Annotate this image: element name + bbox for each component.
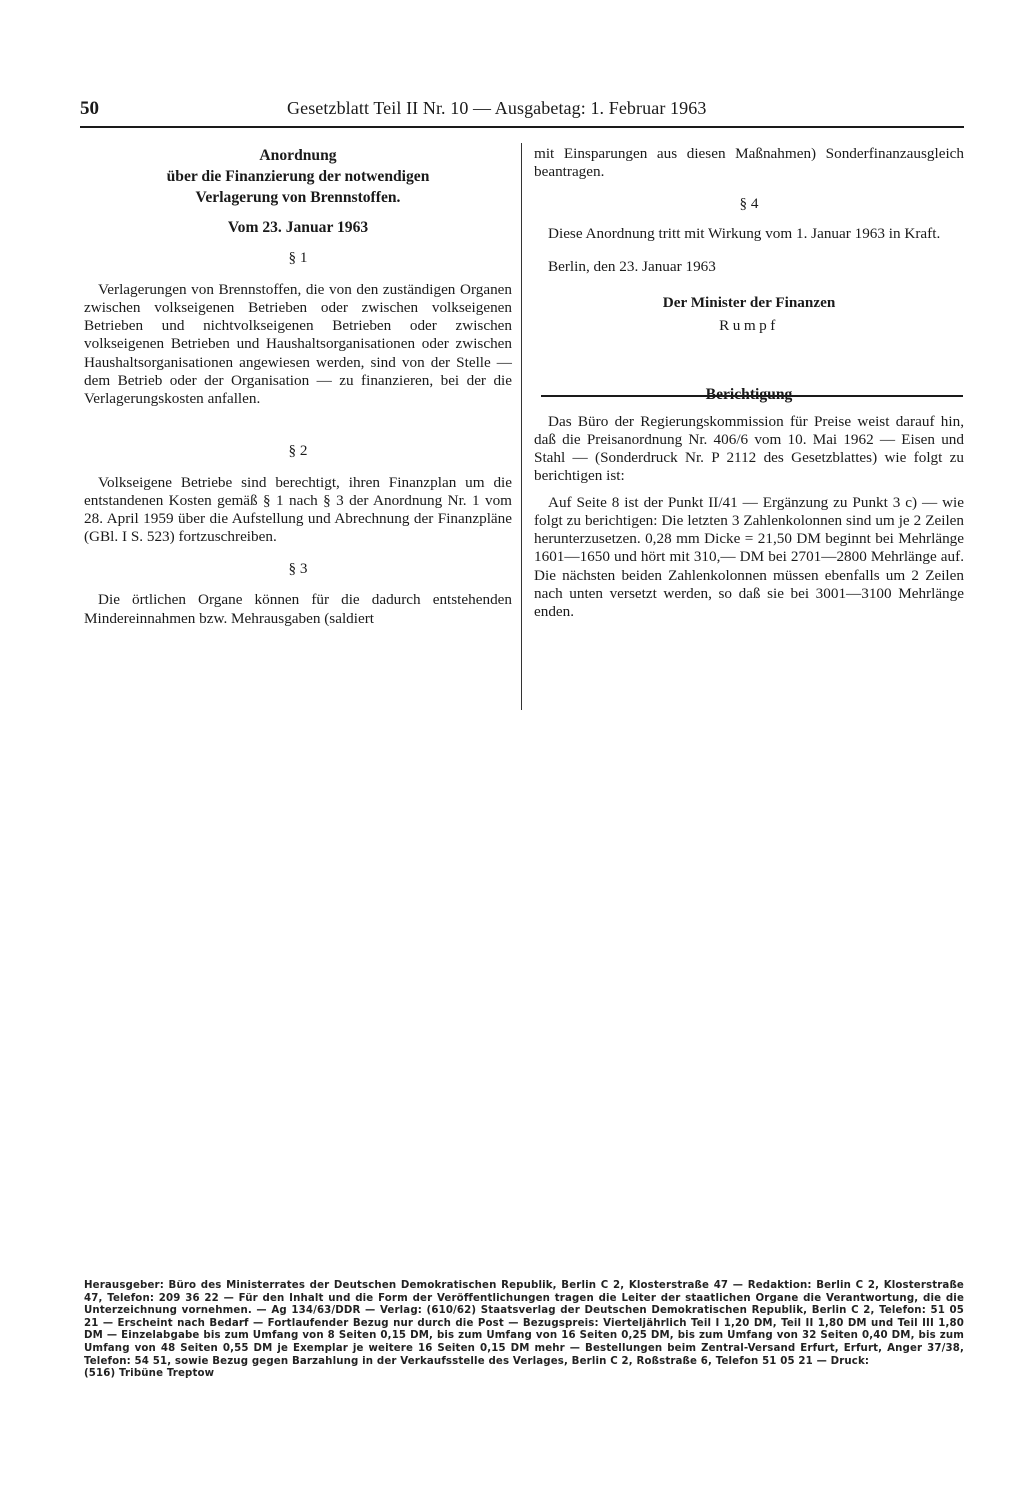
section-1-label: § 1 [288, 249, 308, 267]
header-rule [80, 126, 964, 128]
correction-divider [541, 395, 963, 397]
running-header: Gesetzblatt Teil II Nr. 10 — Ausgabetag: 1. Februar 1963 [287, 98, 707, 118]
page-number: 50 [80, 98, 99, 119]
section-1-text: Verlagerungen von Brennstoffen, die von den zuständigen Organen zwischen volkseigenen Betrieben oder zwischen volkseigenen Betrieben und nichtvolkseigenen Betrieben oder zwischen volkseigenen Betrieben und Haushaltsorganisationen oder zwischen Haushaltsorganisationen angewiesen werden, sind von der Stelle — dem Betrieb oder der Organisation — zu finanzieren, bei der die Verlagerungskosten anfallen. [84, 281, 512, 407]
section-2-text: Volkseigene Betriebe sind berechtigt, ihren Finanzplan um die entstandenen Kosten gemäß § 1 nach § 3 der Anordnung Nr. 1 vom 28. April 1959 über die Aufstellung und Abrechnung der Finanzpläne (GBl. I S. 523) fortzuschreiben. [84, 473, 512, 546]
left-column [84, 145, 512, 628]
imprint-footer [84, 1280, 964, 1381]
minister-name: Rumpf [719, 316, 779, 334]
ordinance-title-line-1: Anordnung [259, 147, 337, 164]
correction-paragraph-2: Auf Seite 8 ist der Punkt II/41 — Ergänzung zu Punkt 3 c) — wie folgt zu berichtigen: Die letzten 3 Zahlenkolonnen sind um je 2 Zeilen herunterzusetzen. 0,28 mm Dicke = 21,50 DM beginnt bei Mehrlänge 1601—1650 und hört mit 310,— DM bei 2701—2800 Mehrlänge auf. Die nächsten beiden Zahlenkolonnen müssen ebenfalls um 2 Zeilen nach unten versetzt werden, so daß sie bei 3001—3100 Mehrlänge enden. [534, 494, 964, 620]
ordinance-title-line-3: Verlagerung von Brennstoffen. [195, 189, 401, 206]
section-3-continuation: mit Einsparungen aus diesen Maßnahmen) Sonderfinanzausgleich beantragen. [534, 145, 964, 181]
right-column [534, 145, 964, 621]
correction-paragraph-1: Das Büro der Regierungskommission für Preise weist darauf hin, daß die Preisanordnung Nr. 406/6 vom 10. Mai 1962 — Eisen und Stahl — (Sonderdruck Nr. P 2112 des Gesetzblattes) wie folgt zu berichtigen ist: [534, 412, 964, 485]
section-4-label: § 4 [739, 195, 759, 213]
printer-line: (516) Tribüne Treptow [84, 1368, 215, 1380]
ordinance-title-line-2: über die Finanzierung der notwendigen [166, 168, 430, 185]
minister-title: Der Minister der Finanzen [662, 294, 836, 312]
ordinance-heading [84, 145, 512, 208]
place-and-date: Berlin, den 23. Januar 1963 [548, 258, 716, 276]
imprint-text: Herausgeber: Büro des Ministerrates der Deutschen Demokratischen Republik, Berlin C 2, Klosterstraße 47 — Redaktion: Berlin C 2, Klosterstraße 47, Telefon: 209 36 22 — Für den Inhalt und die Form der Veröffentlichungen tragen die Leiter der staatlichen Organe die Verantwortung, die die Unterzeichnung vornehmen. — Ag 134/63/DDR — Verlag: (610/62) Staatsverlag der Deutschen Demokratischen Republik, Berlin C 2, Telefon: 51 05 21 — Erscheint nach Bedarf — Fortlaufender Bezug nur durch die Post — Bezugspreis: Vierteljährlich Teil I 1,20 DM, Teil II 1,80 DM und Teil III 1,80 DM — Einzelabgabe bis zum Umfang von 8 Seiten 0,15 DM, bis zum Umfang von 16 Seiten 0,25 DM, bis zum Umfang von 32 Seiten 0,40 DM, bis zum Umfang von 48 Seiten 0,55 DM je Exemplar je weitere 16 Seiten 0,15 DM mehr — Bestellungen beim Zentral-Versand Erfurt, Erfurt, Anger 37/38, Telefon: 54 51, sowie Bezug gegen Barzahlung in der Verkaufsstelle des Verlages, Berlin C 2, Roßstraße 6, Telefon 51 05 21 — Druck: [84, 1280, 964, 1367]
section-3-text: Die örtlichen Organe können für die dadurch entstehenden Mindereinnahmen bzw. Mehrausgaben (saldiert [84, 591, 512, 627]
ordinance-date: Vom 23. Januar 1963 [227, 219, 369, 236]
section-4-text: Diese Anordnung tritt mit Wirkung vom 1. Januar 1963 in Kraft. [548, 225, 941, 243]
column-divider [521, 143, 522, 710]
section-2-label: § 2 [288, 441, 308, 459]
section-3-label: § 3 [288, 560, 308, 578]
